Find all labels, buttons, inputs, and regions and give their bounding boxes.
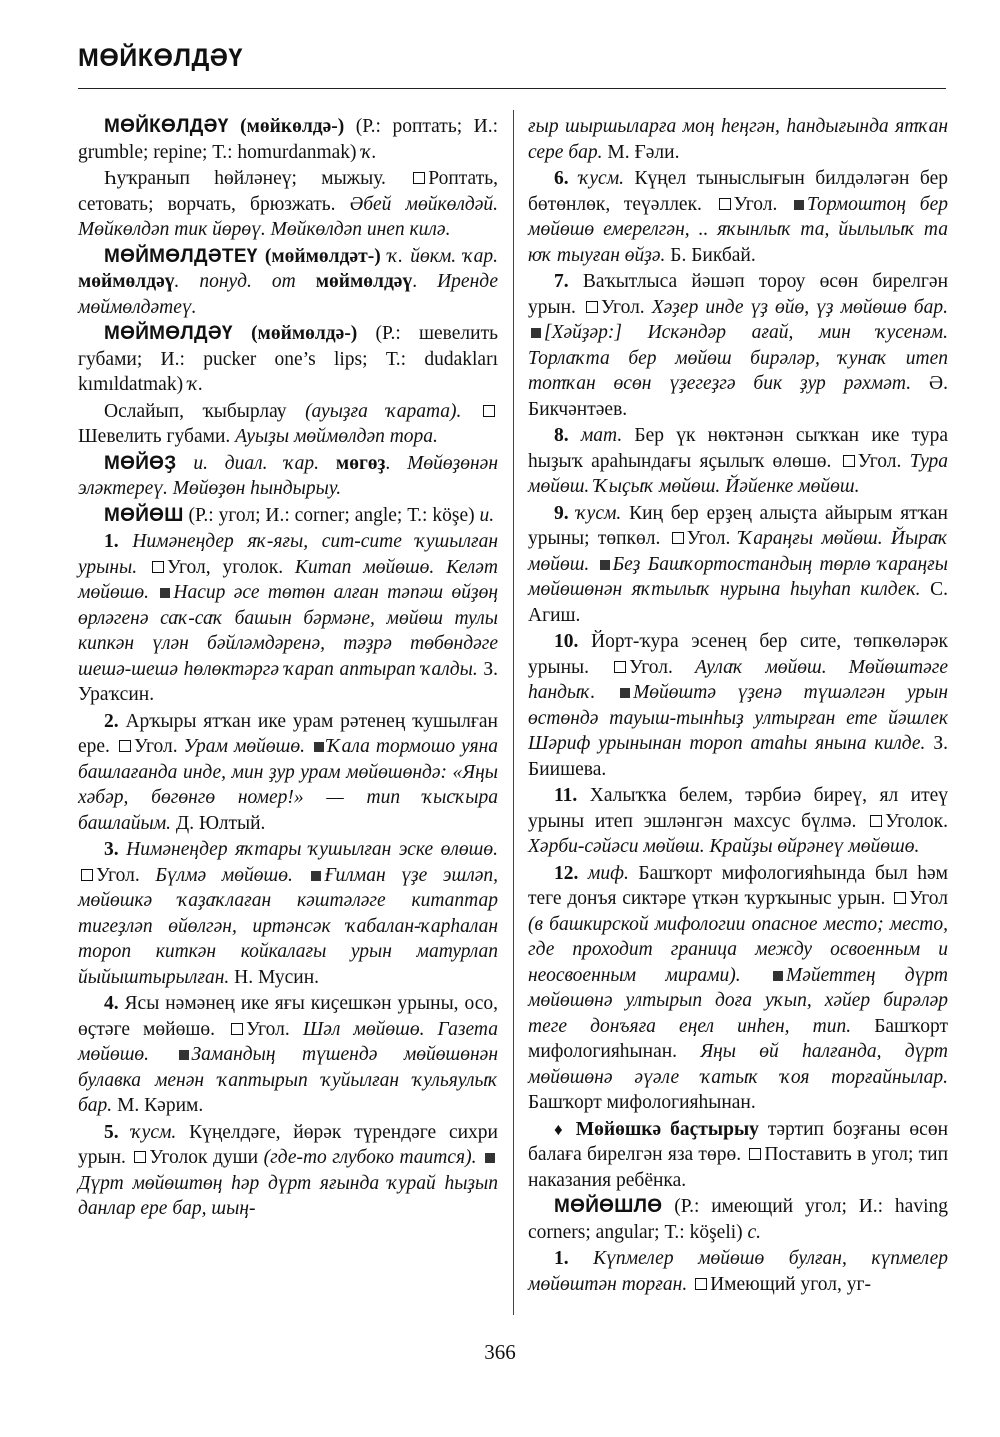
definition-text: Арҡыры ятҡан ике урам рәтенең ҡушылған ере. <box>78 710 498 757</box>
entry-moyosh <box>78 503 498 529</box>
example: Китап мөйөшө. Келәт мөйөшө. <box>78 556 499 603</box>
definition-text: Халыҡҡа белем, тәрбиә биреү, ял итеү урыны итеп эшләнгән махсус бүлмә. <box>528 785 948 832</box>
sense-number: 4. <box>104 993 119 1014</box>
translation: Шевелить губами. <box>78 426 236 447</box>
definition-text: Ваҡытлыса йәшәп тороу өсөн бирелгән урын. <box>528 271 948 318</box>
pos-label: ҡ. йөкм. ҡар. <box>380 245 498 267</box>
sense-8 <box>528 423 948 500</box>
definition-text: Күңелдәге, йөрәк түрендәге сихри урын. <box>78 1121 498 1168</box>
square-marker-icon <box>719 198 731 210</box>
square-marker-icon <box>81 869 93 881</box>
definition-text: Нимәнеңдер яҡтары ҡушылған эске өлөшө. <box>118 839 498 860</box>
usage-label: ҡусм. <box>568 168 625 189</box>
example: Мөйөҙөнән эләктереү. Мөйөҙөн һындырыу. <box>78 452 498 499</box>
quotation-author: З. Ураҡсин. <box>78 658 498 705</box>
sense-number: 6. <box>554 168 569 189</box>
quotation-author: С. Агиш. <box>528 579 948 626</box>
entry-moyoz <box>78 451 498 502</box>
filled-square-marker-icon <box>773 971 783 981</box>
sense-number: 8. <box>554 425 569 446</box>
source: Башҡорт мифологияһынан. <box>528 1092 756 1113</box>
quotation-author: Б. Бикбай. <box>665 244 756 266</box>
headword: МӨЙМӨЛДӘҮ <box>104 323 233 344</box>
square-marker-icon <box>894 892 906 904</box>
page-number: 366 <box>484 1340 516 1364</box>
translation: Роптать, сетовать; ворчать, брюзжать. <box>78 168 498 215</box>
quotation-author: З. Биишева. <box>528 733 948 780</box>
example: Ҡараңғы мөйөш. Йыраҡ мөйөш. <box>528 528 948 575</box>
quotation: [Хәйҙәр:] Искәндәр ағай, мин ҡусенәм. Торлаҡта бер мөйөш бирәләр, ҡунаҡ итеп тотҡан өсөн үҙегеҙгә бик ҙур рәхмәт. <box>528 322 948 394</box>
square-marker-icon <box>231 1023 243 1035</box>
equivalents: (Р.: роптать; И.: grumble; repine; Т.: homurdanmak) <box>78 116 499 163</box>
square-marker-icon <box>483 405 495 417</box>
definition-text: Киң бер ерҙең алыҫта айырым ятҡан урыны; төпкөл. <box>528 502 948 549</box>
pos-label: . понуд. от <box>174 271 316 292</box>
sense-number: 1. <box>104 531 119 552</box>
running-head: МӨЙКӨЛДӘҮ <box>78 44 243 72</box>
pos-label: и. <box>479 504 495 526</box>
square-marker-icon <box>843 455 855 467</box>
sense-2 <box>78 709 498 837</box>
stem: (мөймөлдәт-) <box>264 245 381 267</box>
gloss: (ауыҙға ҡарата). <box>305 400 462 422</box>
sense-number: 7. <box>554 271 569 292</box>
sense-number: 10. <box>554 631 579 652</box>
filled-square-marker-icon <box>314 742 324 752</box>
usage-label: мат. <box>568 425 623 446</box>
square-marker-icon <box>672 532 684 544</box>
equivalents: (Р.: шевелить губами; И.: pucker one’s lips; Т.: dudakları kımıldatmak) <box>78 323 498 395</box>
definition-text: Күпмелер мөйөшө булған, күпмелер мөйөштән торған. <box>528 1248 948 1295</box>
definition-text: Ослайып, ҡыбырлау <box>104 400 306 422</box>
filled-square-marker-icon <box>531 328 541 338</box>
quotation: Тормоштоң бер мөйөшө емерелгән, .. яҡынлыҡ та, йылылыҡ та юҡ тыуған өйҙә. <box>528 193 948 266</box>
equivalents: (Р.: имеющий угол; И.: having corners; angular; Т.: köşeli) <box>528 1196 948 1243</box>
translation: Угол. <box>96 864 156 886</box>
example: Тура мөйөш. Ҡыҫыҡ мөйөш. Йәйенке мөйөш. <box>528 450 948 497</box>
quotation: Дүрт мөйөштөң һәр дүрт яғында ҡурай һыҙып данлар ере бар, шың- <box>78 1172 498 1219</box>
headword: МӨЙӨШ <box>104 504 184 526</box>
sense-number: 2. <box>104 710 119 732</box>
square-marker-icon <box>413 172 425 184</box>
quotation-author: М. Ғәли. <box>602 141 680 163</box>
gloss: (где-то глубоко таится). <box>263 1147 477 1168</box>
usage-label: ҡусм. <box>118 1121 177 1143</box>
example: Әбей мөйкөлдәй. Мөйкөлдәп тик йөрөү. Мөйкөлдәп инеп килә. <box>78 193 498 240</box>
sense-10 <box>528 629 948 782</box>
translation: Угол. <box>686 528 739 549</box>
translation: Угол <box>909 888 948 909</box>
gloss: (в башкирской мифологии опасное место; место, где проходит граница между освоенным и неосвоенным мирами). <box>528 913 948 986</box>
sense-7 <box>528 269 948 422</box>
headword: МӨЙӨШЛӨ <box>554 1196 663 1217</box>
translation: Уголок души <box>149 1147 264 1168</box>
definition-text: Башҡорт мифологияһында был һәм теге донъя сиктәре үткән ҡурҡыныс урын. <box>528 862 948 909</box>
example: Ауыҙы мөймөлдәп тора. <box>235 426 438 447</box>
filled-square-marker-icon <box>160 588 170 598</box>
sense-number: 1. <box>554 1248 569 1269</box>
entry-moymoldau <box>78 321 498 398</box>
sense-12 <box>528 861 948 1116</box>
square-marker-icon <box>614 661 626 673</box>
definition-text: Нимәнеңдер яҡ-яғы, сит-сите ҡушылған урыны. <box>78 531 498 578</box>
filled-square-marker-icon <box>311 871 321 881</box>
sense-1 <box>528 1246 948 1297</box>
filled-square-marker-icon <box>794 200 804 210</box>
quotation: ғыр шыршыларға моң һеңгән, һандығында ятҡан сере бар. <box>528 116 948 163</box>
example: Иренде мөймөлдәтеү. <box>78 271 499 318</box>
translation: Угол. <box>857 450 910 472</box>
translation: Угол, уголок. <box>166 556 295 578</box>
quotation: Ҡала тормошо уяна башлағанда инде, мин ҙур урам мөйөшөндә: «Яңы хәбәр, бөгөнгө номер!» — тип ҡысҡыра башлайым. <box>78 736 499 834</box>
cross-reference: мөймөлдәү <box>315 271 413 292</box>
translation: Угол. <box>733 193 791 215</box>
example: Яңы өй һалғанда, дүрт мөйөшөнә әүәле ҡатыҡ ҡоя торғайнылар. <box>528 1041 948 1088</box>
translation: Угол. <box>246 1018 303 1040</box>
quotation: Беҙ Башҡортостандың төрлө ҡараңғы мөйөшөнән яҡтылыҡ нурына һыуһап килдек. <box>528 553 949 600</box>
sense-number: 9. <box>554 502 569 524</box>
right-column <box>528 114 948 1298</box>
square-marker-icon <box>119 740 131 752</box>
diamond-icon: ♦ <box>554 1119 567 1139</box>
square-marker-icon <box>749 1148 761 1160</box>
column-divider <box>513 110 514 1315</box>
definition-text: Йорт-ҡура эсенең бер сите, төпкөләрәк урыны. <box>528 631 948 678</box>
filled-square-marker-icon <box>600 560 610 570</box>
quotation: Мәйеттең дүрт мөйөшөнә ултырып доға уҡып, хәйер бирәләр теге донъяға еңел инһен, тип. <box>528 964 949 1037</box>
sense-9 <box>528 501 948 629</box>
cross-reference: мөгөҙ <box>335 452 386 474</box>
definition-text: Бер үк нөктәнән сыҡҡан ике тура һыҙыҡ араһындағы яҫылыҡ өлөшө. <box>528 425 949 472</box>
phrase-entry <box>528 1117 948 1194</box>
stem: (мөймөлдә-) <box>251 323 358 344</box>
headword: МӨЙКӨЛДӘҮ <box>104 116 229 137</box>
example: Урам мөйөшө. <box>183 736 306 757</box>
translation: Угол. <box>133 736 184 757</box>
square-marker-icon <box>134 1151 146 1163</box>
sense-number: 5. <box>104 1121 119 1143</box>
square-marker-icon <box>586 301 598 313</box>
stem: (мөйкөлдә-) <box>240 116 345 137</box>
example: Шәл мөйөшө. Газета мөйөшө. <box>78 1018 498 1065</box>
pos-label: и. диал. ҡар. <box>176 452 336 474</box>
sense-11 <box>528 783 948 860</box>
square-marker-icon <box>870 815 882 827</box>
punctuation: . <box>385 452 408 474</box>
sense-6 <box>528 166 948 268</box>
quotation-author: Н. Мусин. <box>229 966 320 988</box>
sense-4 <box>78 991 498 1119</box>
pos-label: ҡ. <box>361 141 377 163</box>
sense-number: 3. <box>104 839 119 860</box>
source: Башҡорт мифологияһынан. <box>528 1015 949 1062</box>
sense-1 <box>78 529 498 708</box>
definition-text: Һуҡранып һөйләнеү; мыжыу. <box>104 168 411 189</box>
quotation-author: Ә. Бикчәнтәев. <box>528 373 948 420</box>
filled-square-marker-icon <box>179 1050 189 1060</box>
sense-3 <box>78 837 498 990</box>
usage-label: ҡусм. <box>568 502 622 524</box>
sense-5 <box>78 1120 498 1222</box>
entry-moymoldateu <box>78 244 498 321</box>
phrase: Мөйөшкә баҫтырыу <box>575 1118 759 1140</box>
square-marker-icon <box>695 1278 707 1290</box>
quotation: Ғилман үҙе эшләп, мөйөшкә ҡаҙаҡлаған кәштәләге китаптар тигеҙләп өйөлгән, иртәнсәк ҡабалан-ҡарһалан тороп киткән койкалағы урын матурлап йыйыштырылған. <box>78 864 498 988</box>
definition <box>78 166 498 243</box>
translation: Имеющий угол, уг- <box>710 1273 871 1295</box>
punctuation: . <box>412 271 438 292</box>
example: Хәрби-сәйәси мөйөш. Крайҙы өйрәнеү мөйөшө. <box>528 836 920 857</box>
definition-text: Ясы нәмәнең ике яғы киҫешкән урыны, осо, өҫтәге мөйөшө. <box>78 993 498 1040</box>
headword: МӨЙӨҘ <box>104 452 177 474</box>
quotation: Насир әсе төтөн алған тәпәш өйҙөң өрләгенә саҡ-саҡ башын бәрмәне, мөйөш тулы кипкән үлән бәйләмдәренә, тәҙрә төбөндәге шешә-шешә һөлөктәргә ҡарап аптырап ҡалды. <box>78 582 498 680</box>
entry-moyoshlo <box>528 1194 948 1245</box>
usage-label: миф. <box>578 862 629 884</box>
translation: Угол. <box>629 656 696 678</box>
square-marker-icon <box>152 561 164 573</box>
example: Хәҙер инде үҙ өйө, үҙ мөйөшө бар. <box>651 296 948 318</box>
sense-number: 11. <box>554 785 578 806</box>
equivalents: (Р.: угол; И.: corner; angle; Т.: köşe) <box>183 504 480 526</box>
filled-square-marker-icon <box>485 1153 495 1163</box>
translation: Уголок. <box>885 810 948 832</box>
quotation: Мөйөштә үҙенә түшәлгән урын өстөндә тауыш-тынһыҙ ултырған ете йәшлек Шәриф урынынан тороп атаһы янына килде. <box>528 682 948 754</box>
translation: Угол. <box>600 296 652 318</box>
headword: МӨЙМӨЛДӘТЕҮ <box>104 245 258 267</box>
pos-label: ҡ. <box>187 374 204 395</box>
quotation-continuation <box>528 114 948 165</box>
header-rule <box>78 88 946 89</box>
example: Аулаҡ мөйөш. Мөйөштәге һандыҡ. <box>528 656 948 703</box>
quotation-author: М. Кәрим. <box>112 1095 204 1116</box>
example: Бүлмә мөйөшө. <box>155 864 293 886</box>
definition-text: Күңел тыныслығын билдәләгән бер бөтөнлөк, теүәллек. <box>528 168 948 215</box>
definition-text: тәртип боҙғаны өсөн балаға бирелгән яза төрө. <box>528 1118 948 1165</box>
entry-moykoldau <box>78 114 498 165</box>
quotation-author: Д. Юлтый. <box>171 812 266 834</box>
left-column <box>78 114 498 1223</box>
filled-square-marker-icon <box>620 688 630 698</box>
translation: Поставить в угол; тип наказания ребёнка. <box>528 1144 949 1191</box>
quotation: Замандың түшендә мөйөшөнән булавка менән ҡаптырып ҡуйылған ҡульяулыҡ бар. <box>78 1044 498 1116</box>
pos-label: с. <box>747 1221 762 1243</box>
definition <box>78 399 498 450</box>
cross-reference: мөймөлдәү <box>78 271 175 292</box>
sense-number: 12. <box>554 862 579 884</box>
